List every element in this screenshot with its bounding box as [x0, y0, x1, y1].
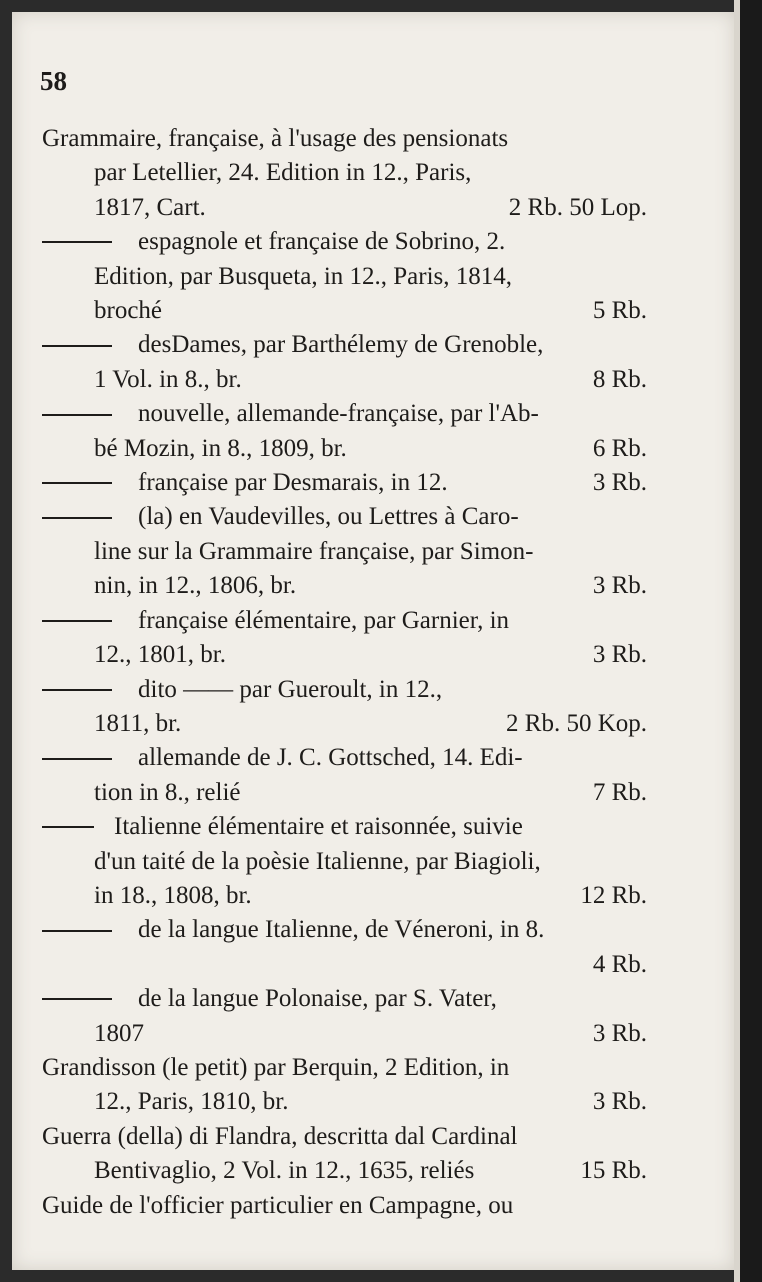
catalogue-entry — [42, 810, 647, 913]
entry-line — [42, 948, 647, 982]
entry-text: 1817, Cart. — [94, 193, 206, 221]
entry-text: (la) en Vaudevilles, ou Lettres à Caro- — [138, 503, 519, 531]
catalogue-entry — [42, 673, 647, 742]
entry-text: nin, in 12., 1806, br. — [94, 572, 297, 600]
catalogue-entry — [42, 466, 647, 500]
entry-line — [42, 569, 647, 603]
ditto-dash — [42, 517, 112, 519]
catalogue-entry — [42, 397, 647, 466]
entry-text: Guerra (della) di Flandra, descritta dal Cardinal — [42, 1122, 518, 1150]
catalogue-entry — [42, 982, 647, 1051]
entry-line — [42, 982, 647, 1016]
entry-line — [42, 1051, 647, 1085]
entry-line — [42, 673, 647, 707]
entry-line — [42, 1154, 647, 1188]
entry-text: Grammaire, française, à l'usage des pensionats — [42, 125, 509, 152]
entry-line — [42, 432, 647, 466]
entry-text: Bentivaglio, 2 Vol. in 12., 1635, reliés — [94, 1157, 475, 1185]
entry-line — [42, 466, 647, 500]
catalogue-entry — [42, 122, 647, 225]
entry-price: 6 Rb. — [592, 434, 647, 462]
entry-line — [42, 122, 647, 156]
entry-line — [42, 1189, 647, 1223]
entry-text: in 18., 1808, br. — [94, 881, 252, 909]
catalogue-entries — [42, 122, 647, 1223]
catalogue-entry — [42, 604, 647, 673]
entry-price: 8 Rb. — [592, 365, 647, 393]
ditto-dash — [42, 241, 112, 243]
entry-price: 5 Rb. — [592, 297, 647, 325]
entry-text: espagnole et française de Sobrino, 2. — [138, 228, 506, 256]
entry-text: bé Mozin, in 8., 1809, br. — [94, 434, 347, 462]
catalogue-entry — [42, 500, 647, 603]
entry-line — [42, 225, 647, 259]
entry-text: d'un taité de la poèsie Italienne, par Biagioli, — [94, 847, 541, 875]
entry-text: Grandisson (le petit) par Berquin, 2 Edition, in — [42, 1053, 510, 1081]
catalogue-entry — [42, 225, 647, 328]
entry-line — [42, 535, 647, 569]
entry-text: line sur la Grammaire française, par Simon- — [94, 537, 534, 565]
entry-price: 12 Rb. — [580, 881, 647, 909]
entry-text: allemande de J. C. Gottsched, 14. Edi- — [138, 744, 523, 772]
catalogue-entry — [42, 913, 647, 982]
entry-line — [42, 810, 647, 844]
ditto-dash — [42, 998, 112, 1000]
entry-line — [42, 638, 647, 672]
entry-price: 2 Rb. 50 Kop. — [506, 709, 647, 737]
catalogue-entry — [42, 1120, 647, 1189]
entry-text: 1811, br. — [94, 709, 182, 737]
entry-text: desDames, par Barthélemy de Grenoble, — [138, 331, 544, 359]
entry-price: 2 Rb. 50 Lop. — [508, 193, 647, 221]
entry-line — [42, 1017, 647, 1051]
entry-line — [42, 328, 647, 362]
entry-text: nouvelle, allemande-française, par l'Ab- — [138, 400, 539, 428]
entry-price: 7 Rb. — [592, 778, 647, 806]
entry-price: 3 Rb. — [592, 572, 647, 600]
ditto-dash — [42, 930, 112, 932]
entry-text: par Letellier, 24. Edition in 12., Paris, — [94, 159, 472, 187]
entry-line — [42, 260, 647, 294]
entry-line — [42, 845, 647, 879]
entry-text: française par Desmarais, in 12. — [138, 469, 448, 497]
entry-text: Edition, par Busqueta, in 12., Paris, 1814, — [94, 262, 513, 290]
page-number: 58 — [40, 66, 67, 96]
entry-line — [42, 707, 647, 741]
entry-line — [42, 776, 647, 810]
entry-text: 1807 — [94, 1019, 144, 1047]
entry-text: dito —— par Gueroult, in 12., — [138, 675, 443, 703]
entry-line — [42, 363, 647, 397]
ditto-dash — [42, 758, 112, 760]
ditto-dash — [42, 482, 112, 484]
entry-line — [42, 397, 647, 431]
catalogue-entry — [42, 328, 647, 397]
entry-line — [42, 604, 647, 638]
entry-text: tion in 8., relié — [94, 778, 241, 806]
entry-line — [42, 879, 647, 913]
ditto-dash — [42, 689, 112, 691]
entry-text: 12., Paris, 1810, br. — [94, 1088, 289, 1116]
entry-line — [42, 500, 647, 534]
next-page-edge — [740, 0, 762, 1282]
entry-text: broché — [94, 297, 163, 325]
entry-line — [42, 741, 647, 775]
entry-price: 3 Rb. — [592, 1019, 647, 1047]
entry-line — [42, 1085, 647, 1119]
entry-text: française élémentaire, par Garnier, in — [138, 606, 510, 634]
ditto-dash — [42, 826, 94, 828]
entry-text: Guide de l'officier particulier en Campagne, ou — [42, 1191, 514, 1219]
catalogue-entry — [42, 1051, 647, 1120]
entry-price: 15 Rb. — [580, 1157, 647, 1185]
entry-text: Italienne élémentaire et raisonnée, suivie — [114, 813, 523, 841]
entry-line — [42, 1120, 647, 1154]
entry-price: 4 Rb. — [592, 950, 647, 978]
entry-price: 3 Rb. — [592, 641, 647, 669]
entry-line — [42, 913, 647, 947]
entry-line — [42, 156, 647, 190]
entry-price: 3 Rb. — [592, 469, 647, 497]
entry-line — [42, 191, 647, 225]
catalogue-entry — [42, 1189, 647, 1223]
entry-text: de la langue Italienne, de Véneroni, in 8. — [138, 916, 545, 944]
entry-text: 1 Vol. in 8., br. — [94, 365, 242, 393]
entry-line — [42, 294, 647, 328]
catalogue-entry — [42, 741, 647, 810]
ditto-dash — [42, 414, 112, 416]
entry-price: 3 Rb. — [592, 1088, 647, 1116]
entry-text: 12., 1801, br. — [94, 641, 226, 669]
entry-text: de la langue Polonaise, par S. Vater, — [138, 985, 497, 1013]
ditto-dash — [42, 620, 112, 622]
ditto-dash — [42, 345, 112, 347]
